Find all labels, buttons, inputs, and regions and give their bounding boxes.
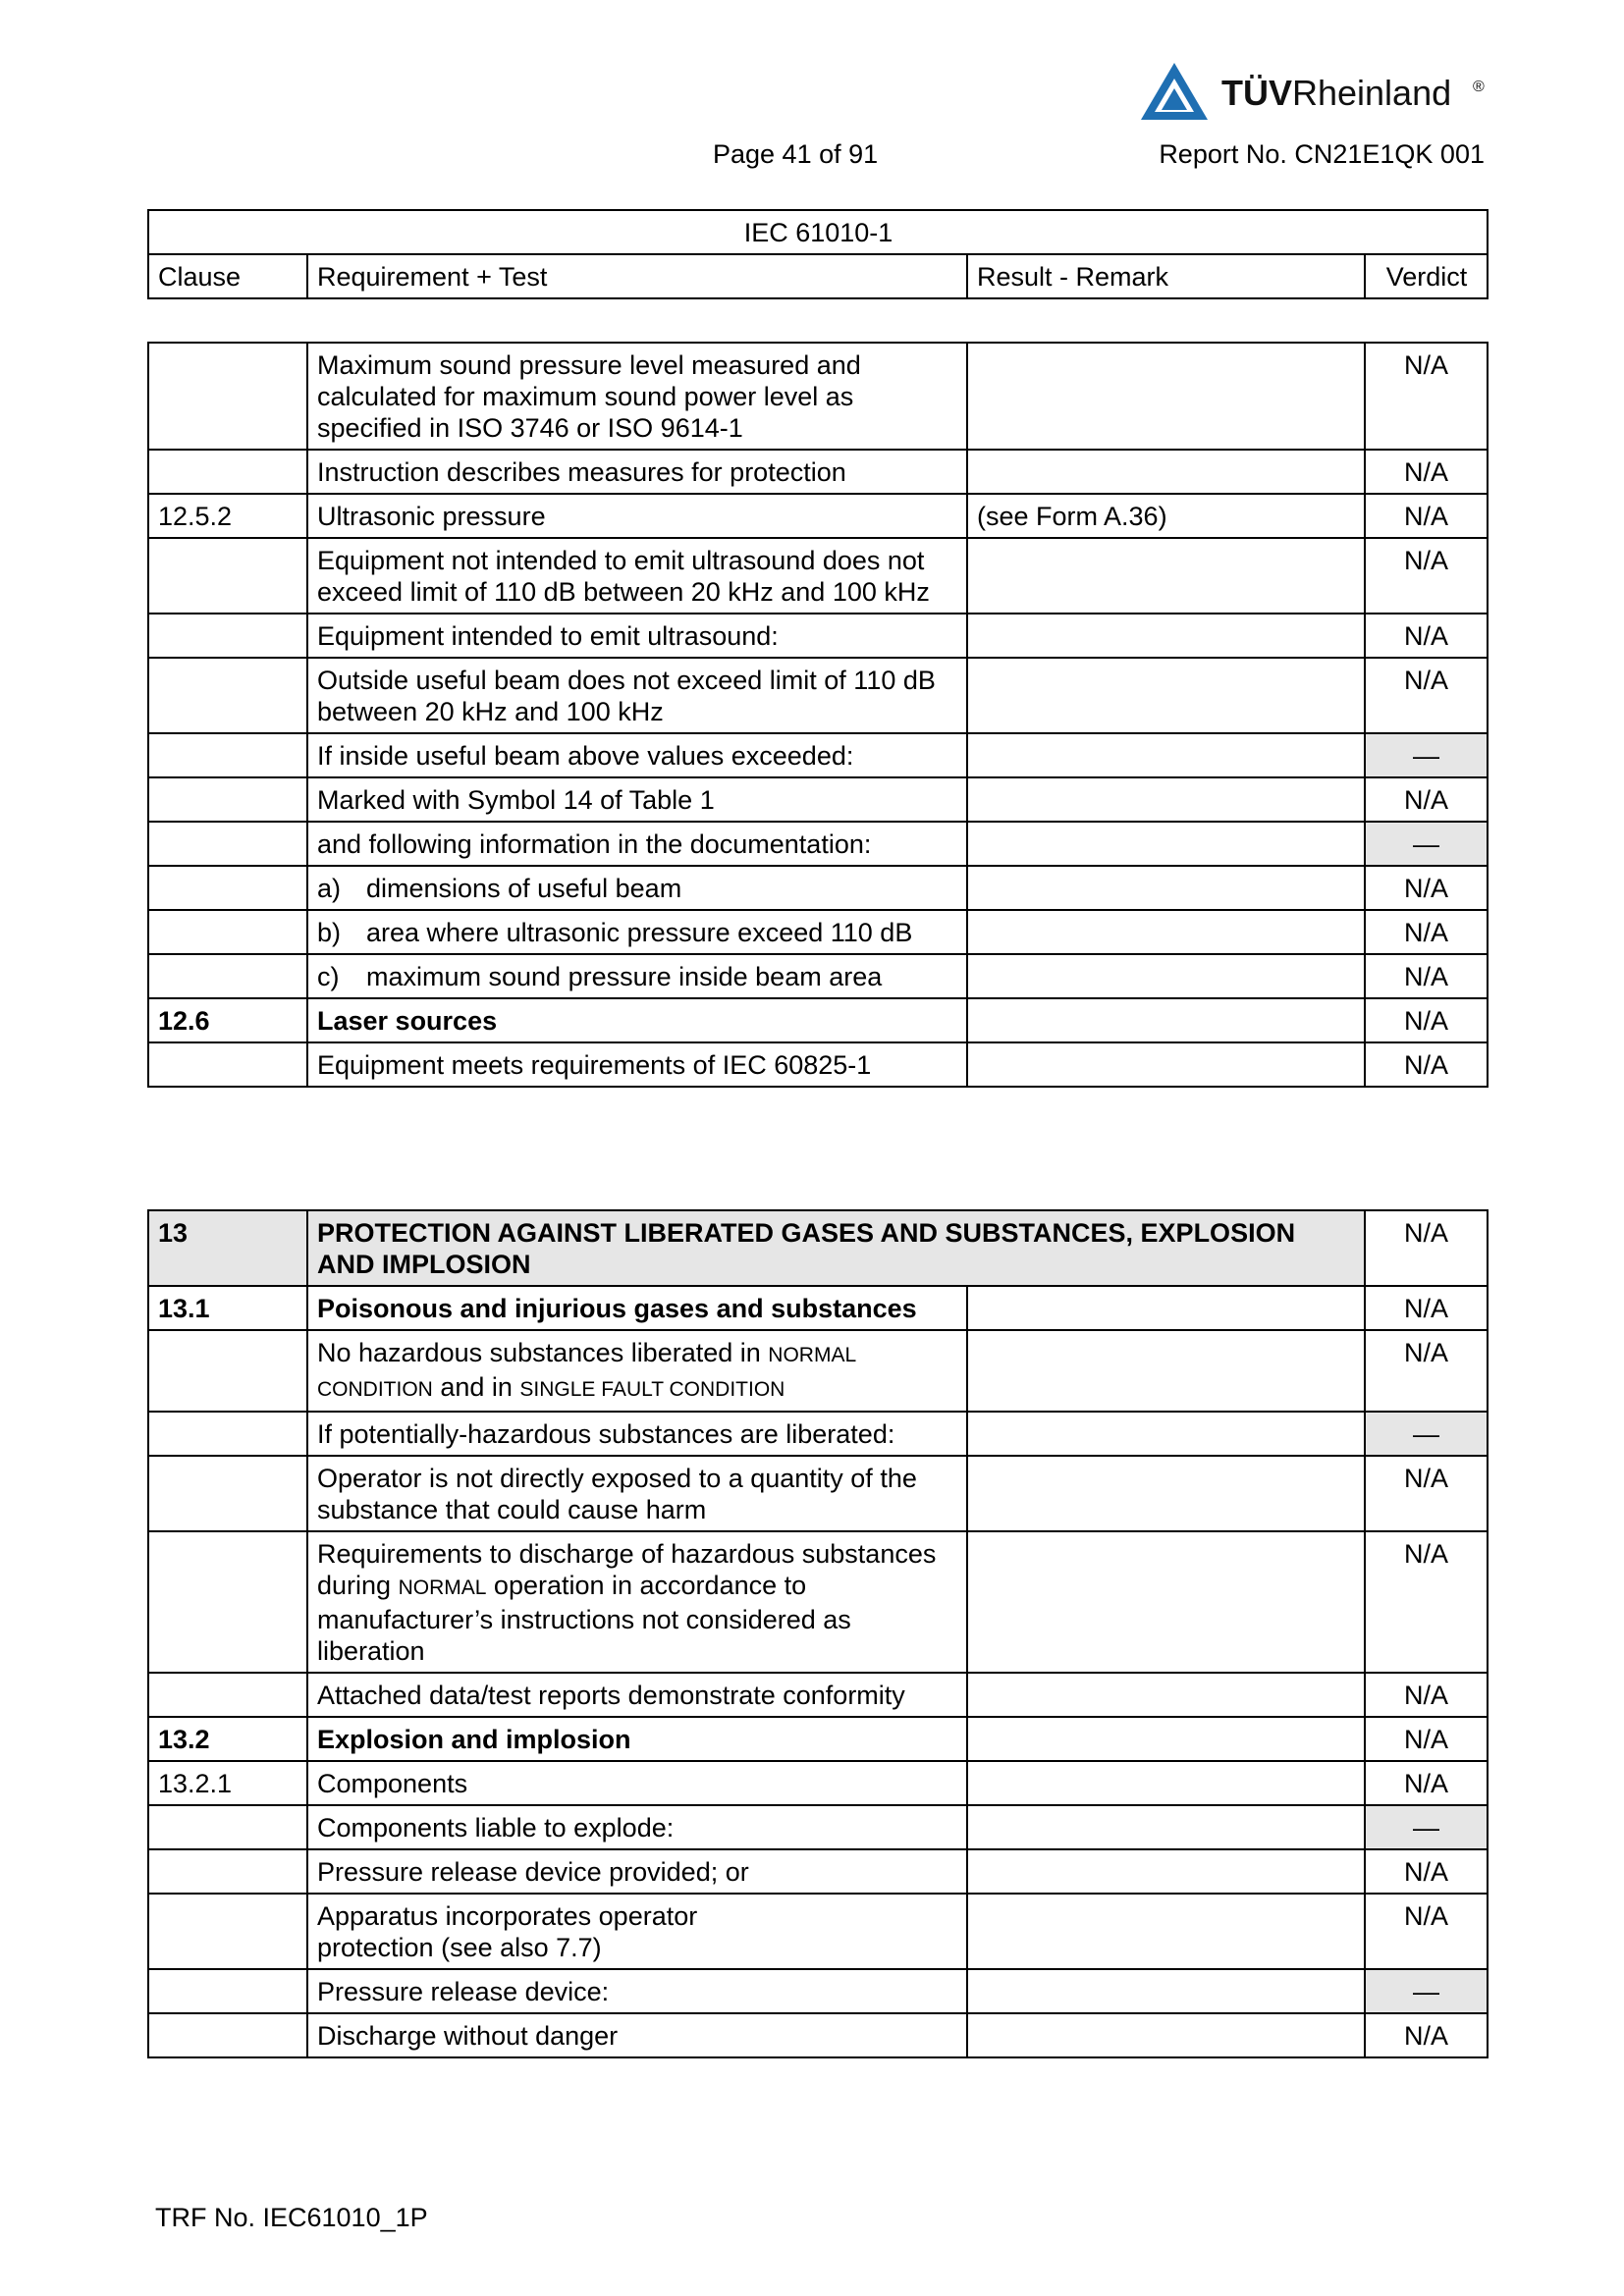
- standard-header-table: [147, 209, 1489, 299]
- verdict: N/A: [1365, 1849, 1488, 1894]
- table-row: 12.6 Laser sources N/A: [148, 998, 1488, 1042]
- table-row: Apparatus incorporates operator protection (see also 7.7) N/A: [148, 1894, 1488, 1969]
- requirements-table-12: [147, 342, 1489, 1088]
- verdict: N/A: [1365, 343, 1488, 450]
- verdict: N/A: [1365, 1894, 1488, 1969]
- table-row: Requirements to discharge of hazardous substances during NORMAL operation in accordance to manufacturer’s instructions not considered as liberation N/A: [148, 1531, 1488, 1673]
- logo-wordmark: TÜVRheinland: [1221, 73, 1452, 113]
- table-row: If inside useful beam above values exceeded: —: [148, 733, 1488, 777]
- tuv-logo: [1139, 61, 1488, 122]
- section-header-row: [148, 1210, 1488, 1286]
- list-marker: a): [317, 874, 342, 903]
- table-row: Operator is not directly exposed to a quantity of the substance that could cause harm N/A: [148, 1456, 1488, 1531]
- table-row: b) area where ultrasonic pressure exceed 110 dB N/A: [148, 910, 1488, 954]
- verdict: N/A: [1365, 2013, 1488, 2057]
- page-number: Page 41 of 91: [713, 139, 879, 169]
- col-result-header: Result - Remark: [967, 254, 1365, 298]
- col-verdict-header: Verdict: [1365, 254, 1488, 298]
- table-row: and following information in the documentation: —: [148, 822, 1488, 866]
- table-row: Maximum sound pressure level measured and calculated for maximum sound power level as specified in ISO 3746 or ISO 9614-1 N/A: [148, 343, 1488, 450]
- table-row: Instruction describes measures for protection N/A: [148, 450, 1488, 494]
- table-row: Equipment not intended to emit ultrasound does not exceed limit of 110 dB between 20 kHz and 100 kHz N/A: [148, 538, 1488, 614]
- requirements-table-13: [147, 1209, 1489, 2058]
- trf-number: TRF No. IEC61010_1P: [155, 2203, 428, 2232]
- col-clause-header: Clause: [148, 254, 307, 298]
- verdict: N/A: [1365, 1761, 1488, 1805]
- col-requirement-header: Requirement + Test: [307, 254, 967, 298]
- list-marker: c): [317, 962, 340, 991]
- verdict: —: [1365, 822, 1488, 866]
- registered-mark: ®: [1473, 79, 1485, 95]
- verdict: N/A: [1365, 1673, 1488, 1717]
- table-row: 13.2 Explosion and implosion N/A: [148, 1717, 1488, 1761]
- table-row: 12.5.2 Ultrasonic pressure (see Form A.36) N/A: [148, 494, 1488, 538]
- verdict: N/A: [1365, 1330, 1488, 1412]
- table-row: Attached data/test reports demonstrate conformity N/A: [148, 1673, 1488, 1717]
- verdict: N/A: [1365, 538, 1488, 614]
- verdict: N/A: [1365, 954, 1488, 998]
- table-row: 13.2.1 Components N/A: [148, 1761, 1488, 1805]
- table-row: Equipment intended to emit ultrasound: N/A: [148, 614, 1488, 658]
- section-title: PROTECTION AGAINST LIBERATED GASES AND SUBSTANCES, EXPLOSION AND IMPLOSION: [307, 1210, 1365, 1286]
- verdict: N/A: [1365, 658, 1488, 733]
- table-row: Outside useful beam does not exceed limit of 110 dB between 20 kHz and 100 kHz N/A: [148, 658, 1488, 733]
- verdict: N/A: [1365, 998, 1488, 1042]
- verdict: N/A: [1365, 494, 1488, 538]
- table-row: Pressure release device provided; or N/A: [148, 1849, 1488, 1894]
- table-row: If potentially-hazardous substances are liberated: —: [148, 1412, 1488, 1456]
- table-row: No hazardous substances liberated in NORMAL CONDITION and in SINGLE FAULT CONDITION N/A: [148, 1330, 1488, 1412]
- verdict: N/A: [1365, 910, 1488, 954]
- verdict: N/A: [1365, 866, 1488, 910]
- list-marker: b): [317, 918, 342, 947]
- verdict: —: [1365, 1805, 1488, 1849]
- table-row: 13.1 Poisonous and injurious gases and substances N/A: [148, 1286, 1488, 1330]
- verdict: N/A: [1365, 1717, 1488, 1761]
- table-row: Equipment meets requirements of IEC 60825-1 N/A: [148, 1042, 1488, 1087]
- verdict: —: [1365, 1969, 1488, 2013]
- verdict: N/A: [1365, 450, 1488, 494]
- report-number: Report No. CN21E1QK 001: [1159, 139, 1485, 169]
- verdict: N/A: [1365, 1456, 1488, 1531]
- verdict: N/A: [1365, 1531, 1488, 1673]
- verdict: N/A: [1365, 777, 1488, 822]
- verdict: —: [1365, 733, 1488, 777]
- table-row: Marked with Symbol 14 of Table 1 N/A: [148, 777, 1488, 822]
- table-row: Pressure release device: —: [148, 1969, 1488, 2013]
- table-row: Components liable to explode: —: [148, 1805, 1488, 1849]
- standard-title: IEC 61010-1: [148, 210, 1488, 254]
- table-row: a) dimensions of useful beam N/A: [148, 866, 1488, 910]
- verdict: N/A: [1365, 1210, 1488, 1286]
- table-row: Discharge without danger N/A: [148, 2013, 1488, 2057]
- verdict: N/A: [1365, 1042, 1488, 1087]
- verdict: N/A: [1365, 614, 1488, 658]
- section-clause: 13: [148, 1210, 307, 1286]
- verdict: N/A: [1365, 1286, 1488, 1330]
- verdict: —: [1365, 1412, 1488, 1456]
- table-row: c) maximum sound pressure inside beam area N/A: [148, 954, 1488, 998]
- tuv-triangle-icon: [1139, 61, 1210, 122]
